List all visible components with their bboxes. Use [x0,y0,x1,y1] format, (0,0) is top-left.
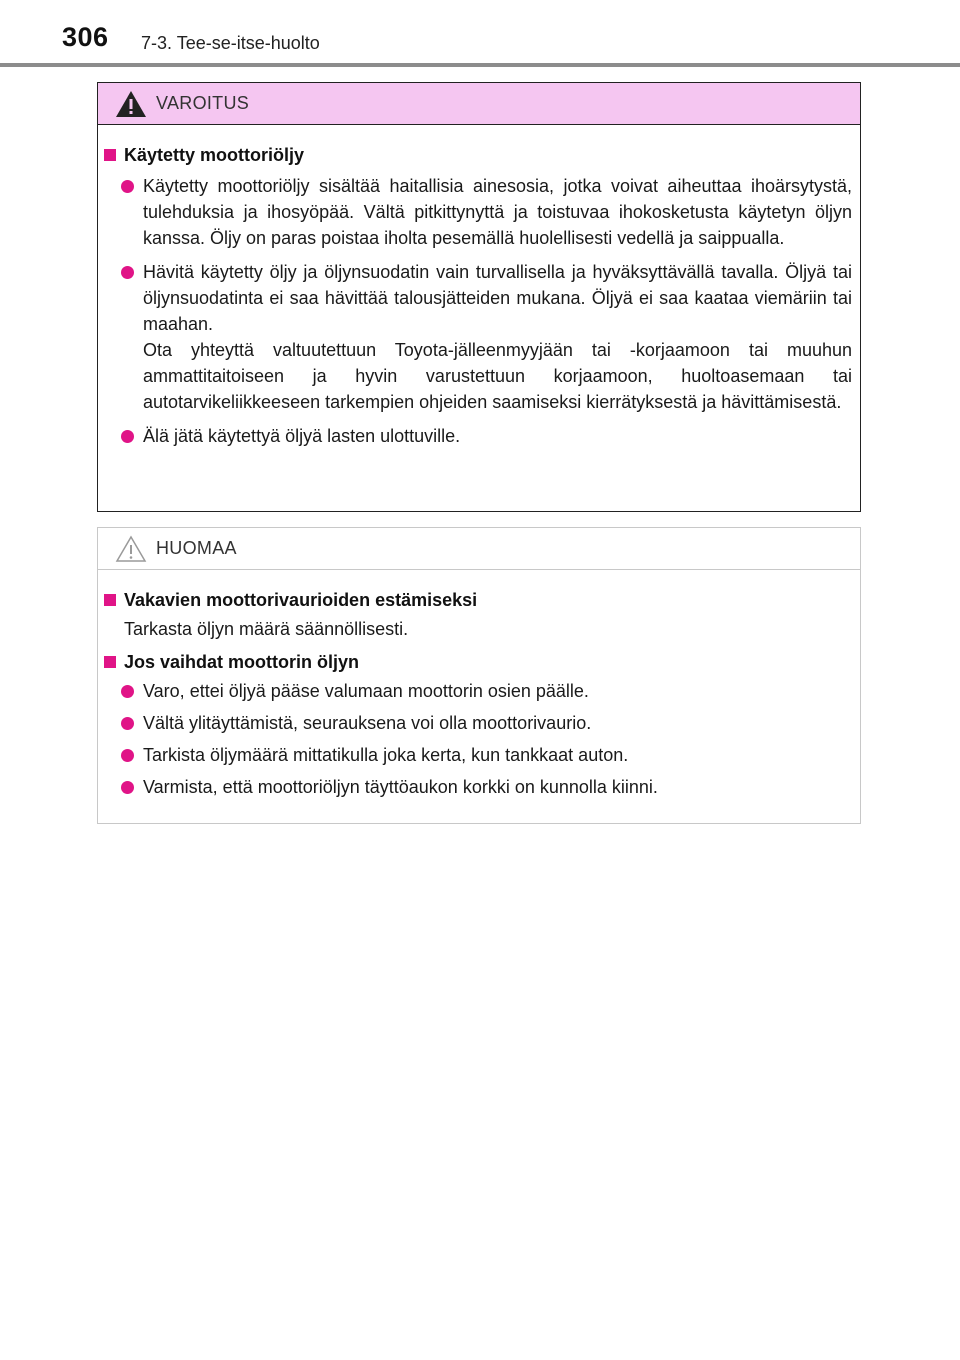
list-item-text [143,259,852,415]
notice-heading [104,588,852,612]
warning-label: VAROITUS [156,93,250,113]
list-item-text [143,423,852,449]
list-item [104,710,852,736]
warning-triangle-icon [114,89,148,119]
notice-heading-text: Vakavien moottorivaurioiden estämiseksi [124,590,478,610]
round-bullet-icon [121,430,134,443]
list-item [104,173,852,251]
notice-heading [104,650,852,674]
paragraph: Hävitä käytetty öljy ja öljynsuodatin vain turvallisella ja hyväksyttävällä tavalla. Öljyä tai öljynsuodatinta ei saa hävittää talousjätteiden mukana. Öljyä ei saa kaataa viemäriin tai maahan. [143,262,852,334]
round-bullet-icon [121,781,134,794]
notice-box-body [98,570,860,800]
page-number: 306 [62,22,109,52]
square-bullet-icon [104,149,116,161]
paragraph: Ota yhteyttä valtuutettuun Toyota-jälleenmyyjään tai -korjaamoon tai muuhun ammattitaitoiseen ja hyvin varustettuun korjaamoon, huoltoasemaan tai autotarvikeliikkeeseen tarkempien ohjeiden saamiseksi kierrätyksestä ja hävittämisestä. [143,340,852,412]
notice-paragraph: Tarkasta öljyn määrä säännöllisesti. [124,619,409,639]
round-bullet-icon [121,717,134,730]
notice-label: HUOMAA [156,538,237,558]
list-item [104,259,852,415]
section-title: 7-3. Tee-se-itse-huolto [141,33,320,53]
round-bullet-icon [121,685,134,698]
list-item [104,423,852,449]
list-item [104,774,852,800]
warning-box-header [98,83,860,125]
warning-heading-text: Käytetty moottoriöljy [124,145,305,165]
round-bullet-icon [121,749,134,762]
header-divider [0,63,960,67]
list-item-text: Tarkista öljymäärä mittatikulla joka kerta, kun tankkaat auton. [143,745,629,765]
notice-heading-text: Jos vaihdat moottorin öljyn [124,652,360,672]
square-bullet-icon [104,594,116,606]
round-bullet-icon [121,266,134,279]
round-bullet-icon [121,180,134,193]
page-header [0,0,960,70]
warning-heading [104,143,852,167]
paragraph: Käytetty moottoriöljy sisältää haitallisia ainesosia, jotka voivat aiheuttaa ihoärsytystä, tulehduksia ja ihosyöpää. Vältä pitkittynyttä ja toistuvaa ihokosketusta käytetyn öljyn kanssa. Öljy on paras poistaa iholta pesemällä huolellisesti vedellä ja saippualla. [143,176,852,248]
list-item-text: Varo, ettei öljyä pääse valumaan moottorin osien päälle. [143,681,589,701]
list-item [104,678,852,704]
warning-box-body [98,125,860,449]
caution-triangle-outline-icon [114,534,148,564]
square-bullet-icon [104,656,116,668]
paragraph: Älä jätä käytettyä öljyä lasten ulottuville. [143,426,461,446]
list-item-text: Varmista, että moottoriöljyn täyttöaukon korkki on kunnolla kiinni. [143,777,658,797]
list-item-text: Vältä ylitäyttämistä, seurauksena voi olla moottorivaurio. [143,713,592,733]
notice-box [97,527,861,824]
notice-box-header [98,528,860,570]
warning-box [97,82,861,512]
list-item-text [143,173,852,251]
list-item [104,742,852,768]
